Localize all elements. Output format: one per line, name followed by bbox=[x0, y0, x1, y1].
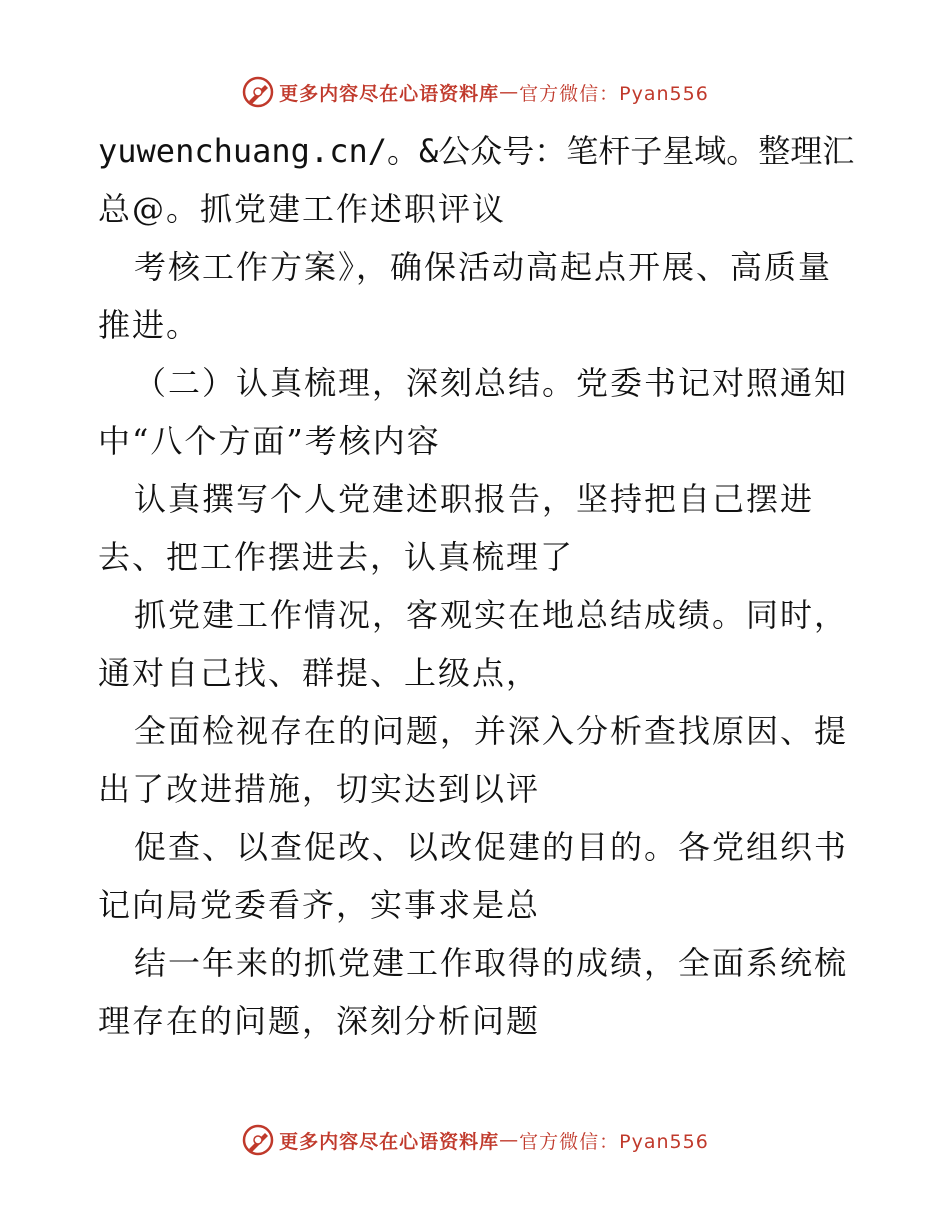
footer-banner bbox=[0, 1120, 950, 1160]
pen-logo-icon bbox=[241, 1123, 275, 1157]
text-line: yuwenchuang.cn/。&公众号：笔杆子星域。整理汇 bbox=[98, 132, 855, 170]
text-line: 通对自己找、群提、上级点， bbox=[98, 654, 541, 692]
text-line: 总@。抓党建工作述职评议 bbox=[98, 190, 507, 228]
text-line: 促查、以查促改、以改促建的目的。各党组织书 bbox=[134, 828, 849, 866]
text-line: 抓党建工作情况，客观实在地总结成绩。同时， bbox=[134, 596, 849, 634]
text-line: 认真撰写个人党建述职报告，坚持把自己摆进 bbox=[134, 480, 815, 518]
text-line: 理存在的问题，深刻分析问题 bbox=[98, 1002, 541, 1040]
text-line: 中“八个方面”考核内容 bbox=[98, 422, 441, 460]
header-dash: — bbox=[499, 81, 520, 103]
header-site-text: 更多内容尽在心语资料库 bbox=[279, 82, 500, 105]
text-line: 记向局党委看齐，实事求是总 bbox=[98, 886, 541, 924]
text-line: 结一年来的抓党建工作取得的成绩，全面系统梳 bbox=[134, 944, 849, 982]
header-wechat-text: 官方微信：Pyan556 bbox=[519, 82, 709, 105]
text-line: 考核工作方案》，确保活动高起点开展、高质量 bbox=[134, 248, 833, 286]
pen-logo-icon bbox=[241, 75, 275, 109]
text-line: 全面检视存在的问题，并深入分析查找原因、提 bbox=[134, 712, 849, 750]
header-banner bbox=[0, 72, 950, 112]
text-line: 去、把工作摆进去，认真梳理了 bbox=[98, 538, 575, 576]
footer-dash: — bbox=[499, 1129, 520, 1151]
text-line: 出了改进措施，切实达到以评 bbox=[98, 770, 541, 808]
document-body bbox=[98, 122, 858, 1050]
text-line: （二）认真梳理，深刻总结。党委书记对照通知 bbox=[134, 364, 849, 402]
footer-site-text: 更多内容尽在心语资料库 bbox=[279, 1130, 500, 1153]
text-line: 推进。 bbox=[98, 306, 201, 344]
footer-wechat-text: 官方微信：Pyan556 bbox=[519, 1130, 709, 1153]
